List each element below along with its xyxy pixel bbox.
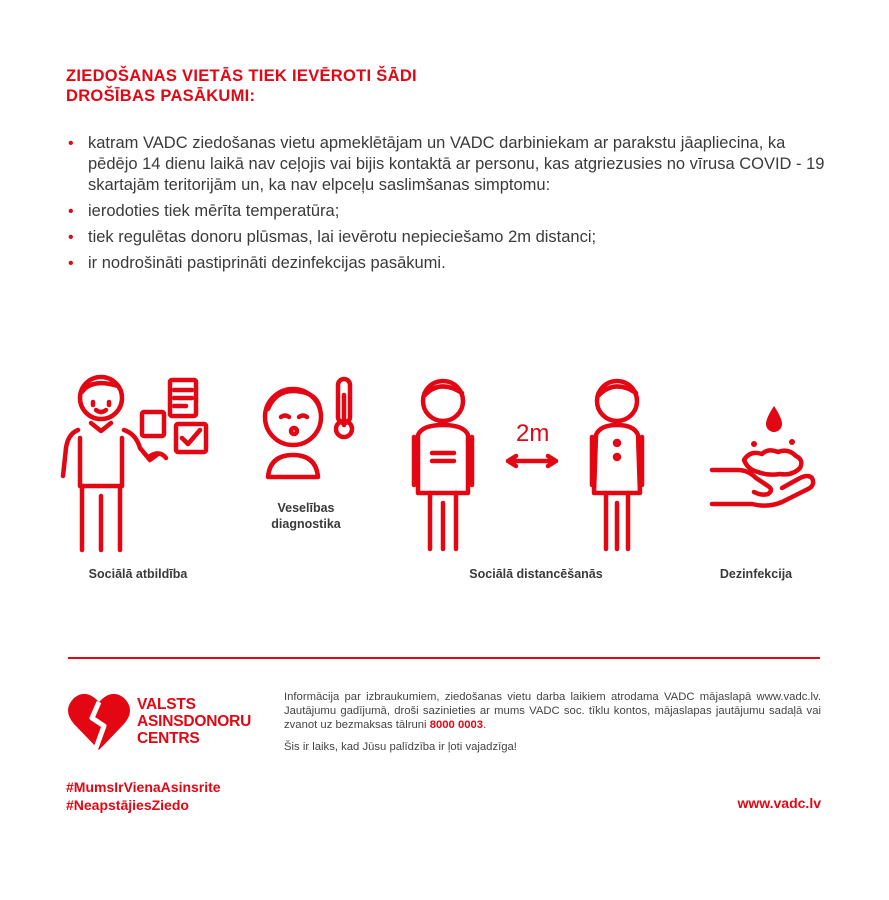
vadc-logo bbox=[66, 688, 132, 759]
heading-line-2: DROŠĪBAS PASĀKUMI: bbox=[66, 87, 256, 105]
bullet-icon: • bbox=[68, 229, 74, 246]
health-diagnostics-label: Veselības diagnostika bbox=[271, 501, 341, 531]
list-item: • tiek regulētas donoru plūsmas, lai ievērotu nepieciešamo 2m distanci; bbox=[68, 228, 597, 246]
hashtag[interactable]: #NeapstājiesZiedo bbox=[66, 797, 189, 813]
list-item: • katram VADC ziedošanas vietu apmeklētājam un VADC darbiniekam ar parakstu jāapliecina, ka pēdējo 14 dienu laikā nav ceļojis vai bijis kontaktā ar personu, kas atgriezusies no vīrusa COVID - 19 skartajām teritorijām un, ka nav elpceļu saslimšanas simptomu: bbox=[68, 134, 825, 194]
distance-2m-text: 2m bbox=[516, 420, 550, 447]
heart-logo-icon bbox=[66, 688, 132, 754]
list-item: • ierodoties tiek mērīta temperatūra; bbox=[68, 202, 340, 220]
contact-info: Informācija par izbraukumiem, ziedošanas vietu darba laikiem atrodama VADC mājaslapā www.vadc.lv. Jautājumu gadījumā, droši sazinieties ar mums VADC soc. tīklu kontos, mājaslapas jautājumu sadaļā vai zvanot uz bezmaksas tālruni 8000 0003. bbox=[284, 691, 821, 731]
hashtags bbox=[66, 778, 221, 814]
help-note: Šis ir laiks, kad Jūsu palīdzība ir ļoti vajadzīga! bbox=[284, 741, 517, 753]
phone-number[interactable]: 8000 0003 bbox=[429, 719, 484, 731]
bullet-icon: • bbox=[68, 255, 74, 272]
website-link[interactable]: www.vadc.lv bbox=[737, 795, 821, 811]
bullet-icon: • bbox=[68, 135, 74, 152]
thermometer-person-icon bbox=[256, 375, 356, 485]
hand-sanitizer-icon bbox=[708, 404, 823, 519]
disinfection-label: Dezinfekcija bbox=[719, 567, 793, 581]
social-distancing-label: Sociālā distancēšanās bbox=[469, 567, 603, 581]
safety-measures-list bbox=[66, 133, 836, 279]
hashtag[interactable]: #MumsIrVienaAsinsrite bbox=[66, 779, 221, 795]
list-item: • ir nodrošināti pastiprināti dezinfekcijas pasākumi. bbox=[68, 254, 446, 272]
person-with-documents-icon bbox=[58, 368, 218, 553]
heading-line-1: ZIEDOŠANAS VIETĀS TIEK IEVĒROTI ŠĀDI bbox=[66, 67, 417, 85]
social-responsibility-label: Sociālā atbildība bbox=[88, 567, 188, 581]
two-people-distance-icon bbox=[410, 373, 650, 553]
vadc-logo-text: VALSTS ASINSDONORU CENTRS bbox=[137, 696, 252, 747]
page-heading bbox=[66, 66, 417, 106]
bullet-icon: • bbox=[68, 203, 74, 220]
section-divider bbox=[68, 657, 820, 659]
